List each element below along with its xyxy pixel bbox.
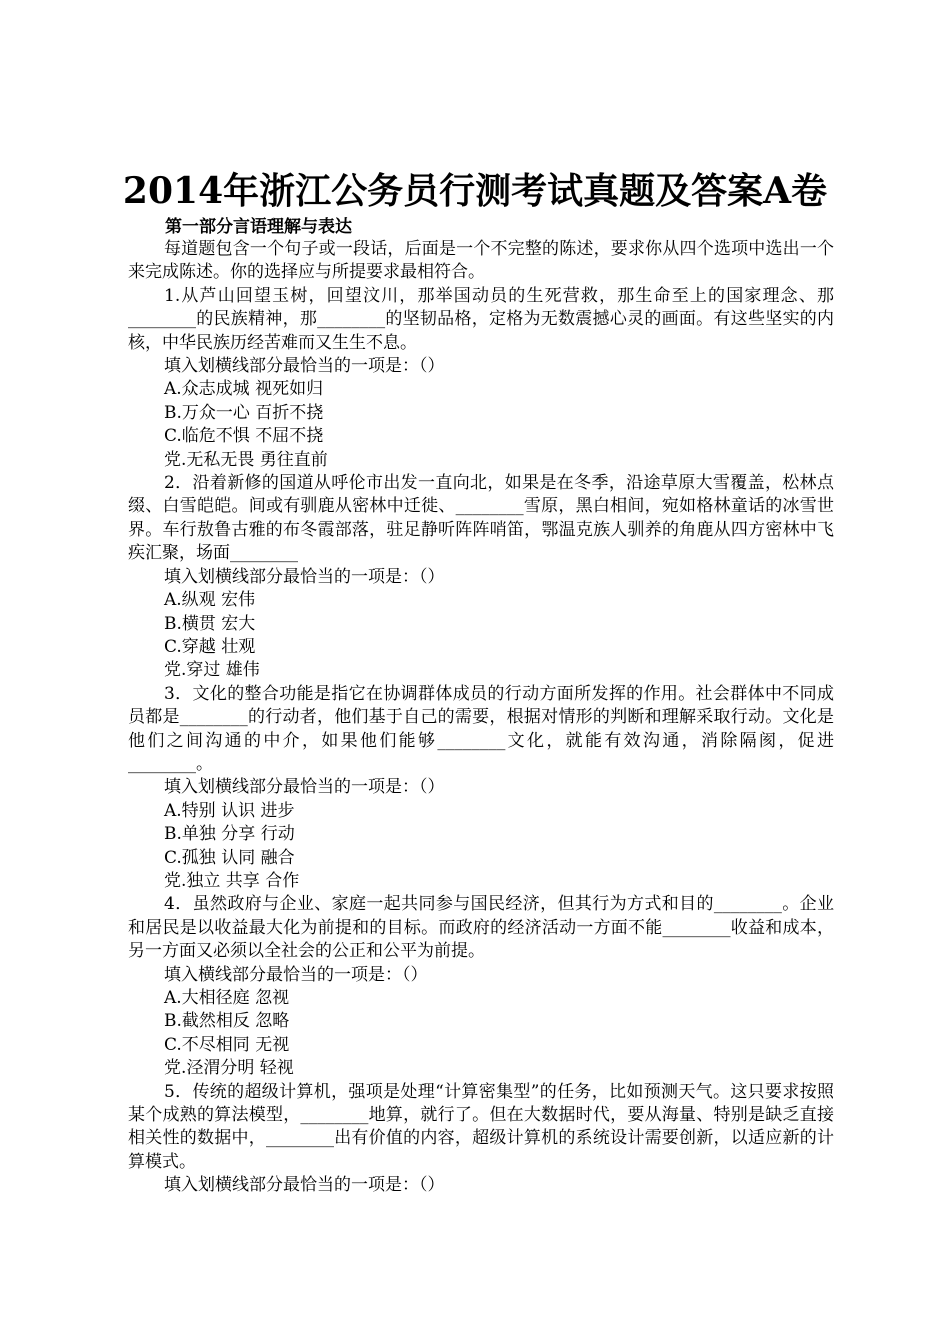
- question-3-prompt: 填入划横线部分最恰当的一项是：（）: [164, 777, 445, 798]
- question-1-option-c: C.临危不惧 不屈不挠: [164, 426, 324, 447]
- question-1-option-a: A.众志成城 视死如归: [164, 379, 324, 400]
- instructions-paragraph: 每道题包含一个句子或一段话，后面是一个不完整的陈述，要求你从四个选项中选出一个来完成陈述。你的选择应与所提要求最相符合。: [128, 239, 834, 283]
- question-5-stem: 5．传统的超级计算机，强项是处理“计算密集型”的任务，比如预测天气。这只要求按照某个成熟的算法模型，________地算，就行了。但在大数据时代，要从海量、特别是缺乏直接相关性的数据中，________出有价值的内容，超级计算机的系统设计需要创新，以适应新的计算模式。: [128, 1081, 834, 1172]
- question-4-option-c: C.不尽相同 无视: [164, 1034, 290, 1055]
- question-1-option-b: B.万众一心 百折不挠: [164, 402, 324, 423]
- question-5-prompt: 填入划横线部分最恰当的一项是：（）: [164, 1175, 445, 1196]
- question-2-option-a: A.纵观 宏伟: [164, 590, 256, 611]
- question-1-option-d: 党.无私无畏 勇往直前: [164, 449, 328, 470]
- question-2-option-b: B.横贯 宏大: [164, 613, 256, 634]
- question-2-stem: 2．沿着新修的国道从呼伦市出发一直向北，如果是在冬季，沿途草原大雪覆盖，松林点缀、白雪皑皑。间或有驯鹿从密林中迁徙、________雪原，黑白相间，宛如格林童话的冰雪世界。车行敖鲁古雅的布冬霞部落，驻足静听阵阵哨笛，鄂温克族人驯养的角鹿从四方密林中飞疾汇聚，场面________: [128, 473, 834, 564]
- question-3-option-a: A.特别 认识 进步: [164, 800, 295, 821]
- question-2-option-c: C.穿越 壮观: [164, 636, 256, 657]
- question-3-option-b: B.单独 分享 行动: [164, 824, 295, 845]
- question-3-option-c: C.孤独 认同 融合: [164, 847, 295, 868]
- question-4-option-a: A.大相径庭 忽视: [164, 988, 290, 1008]
- question-1-stem: 1.从芦山回望玉树，回望汶川，那举国动员的生死营救，那生命至上的国家理念、那________的民族精神，那________的坚韧品格，定格为无数震撼心灵的画面。有这些坚实的内核，中华民族历经苦难而又生生不息。: [128, 285, 834, 353]
- section-heading: 第一部分言语理解与表达: [165, 217, 352, 237]
- question-4-option-d: 党.泾渭分明 轻视: [164, 1058, 294, 1079]
- question-2-prompt: 填入划横线部分最恰当的一项是：（）: [164, 566, 445, 587]
- document-title: 2014年浙江公务员行测考试真题及答案A卷: [122, 170, 828, 212]
- question-4-stem: 4．虽然政府与企业、家庭一起共同参与国民经济，但其行为方式和目的________。企业和居民是以收益最大化为前提和的目标。而政府的经济活动一方面不能________收益和成本，另一方面又必须以全社会的公正和公平为前提。: [128, 894, 834, 962]
- question-1-prompt: 填入划横线部分最恰当的一项是：（）: [164, 356, 445, 377]
- question-4-option-b: B.截然相反 忽略: [164, 1011, 290, 1032]
- question-3-stem: 3．文化的整合功能是指它在协调群体成员的行动方面所发挥的作用。社会群体中不同成员都是________的行动者，他们基于自己的需要，根据对情形的判断和理解采取行动。文化是他们之间沟通的中介，如果他们能够________文化，就能有效沟通，消除隔阂，促进________。: [128, 683, 834, 774]
- document-body: [128, 238, 834, 1198]
- question-3-option-d: 党.独立 共享 合作: [164, 870, 300, 891]
- question-4-prompt: 填入横线部分最恰当的一项是：（）: [164, 964, 428, 985]
- question-2-option-d: 党.穿过 雄伟: [164, 660, 260, 681]
